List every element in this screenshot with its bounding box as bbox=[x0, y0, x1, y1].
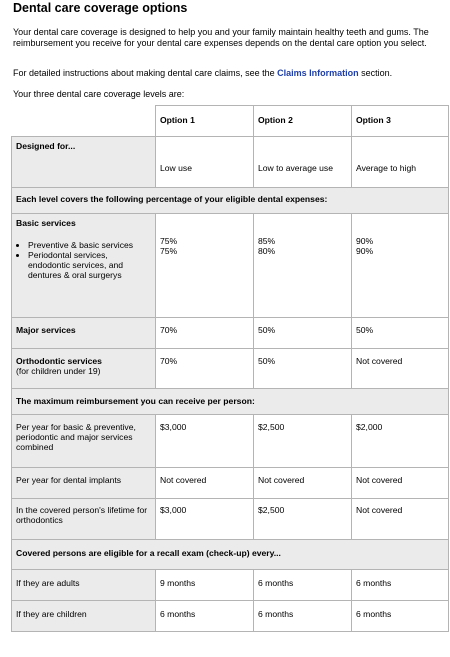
table-row bbox=[12, 214, 449, 318]
table-cell: 6 months bbox=[352, 601, 449, 632]
table-cell: Not covered bbox=[254, 468, 352, 499]
ortho-label: Orthodontic services bbox=[16, 356, 102, 366]
col-option-1: Option 1 bbox=[156, 106, 254, 137]
row-label-major: Major services bbox=[12, 318, 156, 349]
claims-text-before: For detailed instructions about making dental care claims, see the bbox=[13, 68, 278, 78]
table-cell: 6 months bbox=[254, 570, 352, 601]
value: 80% bbox=[258, 246, 276, 256]
table-cell: $2,500 bbox=[254, 499, 352, 540]
table-cell: 6 months bbox=[254, 601, 352, 632]
row-label-implants: Per year for dental implants bbox=[12, 468, 156, 499]
table-cell: Low use bbox=[156, 137, 254, 188]
row-label-per-year: Per year for basic & preventive, periodontic and major services combined bbox=[12, 415, 156, 468]
section-row bbox=[12, 389, 449, 415]
table-row bbox=[12, 468, 449, 499]
list-item: • Periodontal services, endodontic services, and dentures & oral surgerys bbox=[28, 250, 151, 280]
table-cell: Average to high bbox=[352, 137, 449, 188]
value: 85% bbox=[258, 236, 276, 246]
table-cell: $2,500 bbox=[254, 415, 352, 468]
header-blank-cell bbox=[12, 106, 156, 137]
table-cell: $2,000 bbox=[352, 415, 449, 468]
header-row bbox=[12, 106, 449, 137]
table-cell: Not covered bbox=[352, 468, 449, 499]
list-item: • Preventive & basic services bbox=[28, 240, 151, 250]
table-row bbox=[12, 570, 449, 601]
value: 90% bbox=[356, 236, 374, 246]
claims-text-after: section. bbox=[358, 68, 393, 78]
coverage-table bbox=[11, 105, 449, 632]
table-row bbox=[12, 137, 449, 188]
table-row bbox=[12, 349, 449, 389]
table-cell: 70% bbox=[156, 318, 254, 349]
table-cell: Not covered bbox=[156, 468, 254, 499]
value: 90% bbox=[356, 246, 374, 256]
table-cell: $3,000 bbox=[156, 415, 254, 468]
table-row bbox=[12, 318, 449, 349]
value: 75% bbox=[160, 236, 178, 246]
table-cell: Low to average use bbox=[254, 137, 352, 188]
section-covers-label: Each level covers the following percentage of your eligible dental expenses: bbox=[12, 188, 449, 214]
section-max-label: The maximum reimbursement you can receive per person: bbox=[12, 389, 449, 415]
table-cell: 50% bbox=[254, 349, 352, 389]
ortho-sublabel: (for children under 19) bbox=[16, 366, 101, 376]
table-row bbox=[12, 415, 449, 468]
table-cell bbox=[352, 214, 449, 318]
table-cell: 6 months bbox=[352, 570, 449, 601]
levels-intro: Your three dental care coverage levels are: bbox=[13, 89, 185, 99]
table-row bbox=[12, 601, 449, 632]
table-cell: Not covered bbox=[352, 499, 449, 540]
table-cell: 9 months bbox=[156, 570, 254, 601]
basic-services-list bbox=[16, 240, 151, 280]
basic-services-label: Basic services bbox=[16, 218, 76, 228]
claims-paragraph bbox=[13, 68, 449, 79]
table-cell: Not covered bbox=[352, 349, 449, 389]
row-label-ortho bbox=[12, 349, 156, 389]
section-row bbox=[12, 540, 449, 570]
table-cell: 6 months bbox=[156, 601, 254, 632]
table-cell: 50% bbox=[254, 318, 352, 349]
row-label-lifetime: In the covered person's lifetime for orthodontics bbox=[12, 499, 156, 540]
table-cell: 50% bbox=[352, 318, 449, 349]
row-label-basic bbox=[12, 214, 156, 318]
value: 75% bbox=[160, 246, 178, 256]
row-label-designed: Designed for... bbox=[12, 137, 156, 188]
row-label-children: If they are children bbox=[12, 601, 156, 632]
section-recall-label: Covered persons are eligible for a recall exam (check-up) every... bbox=[12, 540, 449, 570]
table-cell: $3,000 bbox=[156, 499, 254, 540]
claims-information-link[interactable]: Claims Information bbox=[277, 68, 359, 78]
row-label-adults: If they are adults bbox=[12, 570, 156, 601]
col-option-2: Option 2 bbox=[254, 106, 352, 137]
section-row bbox=[12, 188, 449, 214]
page-title: Dental care coverage options bbox=[13, 1, 188, 15]
intro-paragraph: Your dental care coverage is designed to help you and your family maintain healthy teeth and gums. The reimbursement you receive for your dental care expenses depends on the dental care option you select. bbox=[13, 27, 429, 48]
table-cell bbox=[156, 214, 254, 318]
table-row bbox=[12, 499, 449, 540]
table-cell bbox=[254, 214, 352, 318]
col-option-3: Option 3 bbox=[352, 106, 449, 137]
table-cell: 70% bbox=[156, 349, 254, 389]
